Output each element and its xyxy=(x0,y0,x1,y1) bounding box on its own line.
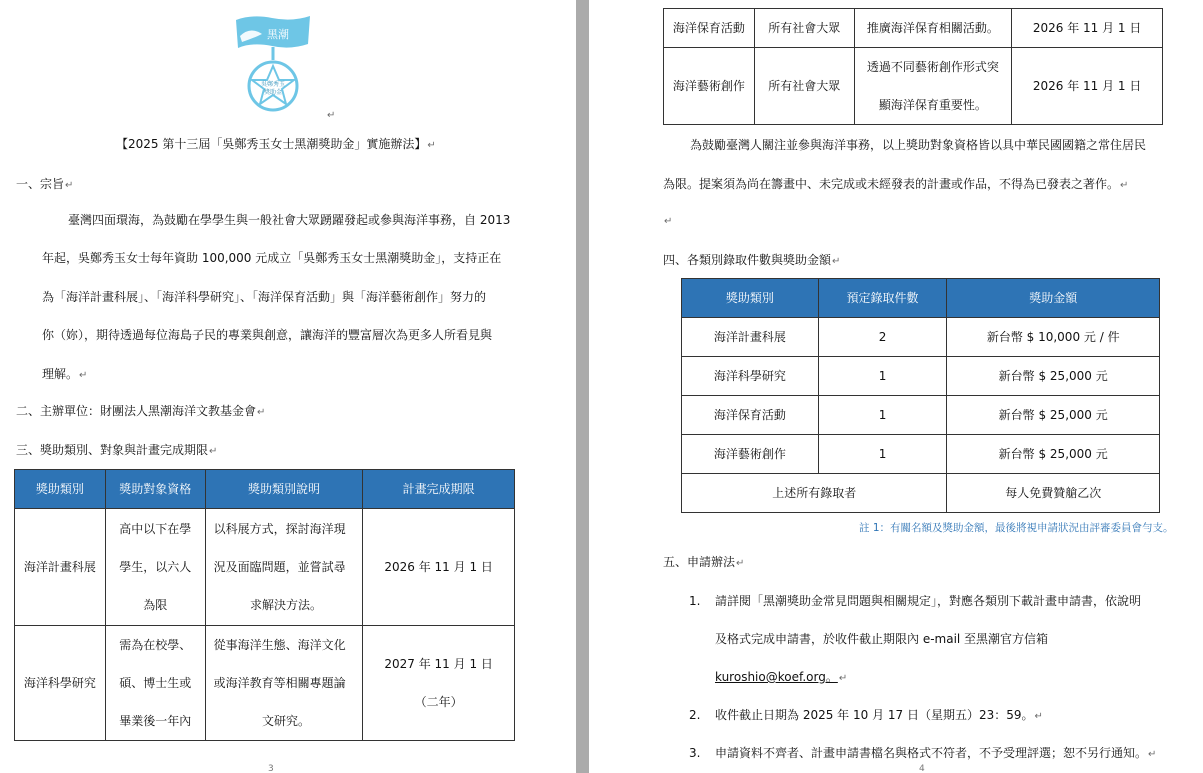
table-row xyxy=(15,509,515,626)
cell-count: 1 xyxy=(818,435,947,474)
cell-count: 1 xyxy=(818,357,947,396)
purpose-line-4: 你（妳），期待透過每位海島子民的專業與創意，讓海洋的豐富層次為更多人所看見與 xyxy=(42,328,493,342)
logo-flag-text: 黑潮 xyxy=(267,28,289,41)
document-page-left xyxy=(0,0,576,773)
page-number-right: 4 xyxy=(919,764,925,773)
section-5-heading: 五、申請辦法↵ xyxy=(663,555,745,569)
section-3-heading: 三、獎助類別、對象與計畫完成期限↵ xyxy=(16,443,218,457)
header-deadline: 計畫完成期限 xyxy=(363,470,515,509)
list-item-number: 1. xyxy=(689,594,701,608)
cell-eligibility: 高中以下在學 學生，以六人 為限 xyxy=(105,509,205,626)
list-item-number: 3. xyxy=(689,746,701,760)
header-count: 預定錄取件數 xyxy=(818,279,947,318)
header-category: 獎助類別 xyxy=(15,470,106,509)
cell-category: 海洋藝術創作 xyxy=(664,48,755,125)
eligibility-table-continued xyxy=(663,8,1163,125)
cell-description: 從事海洋生態、海洋文化 或海洋教育等相關專題論 文研究。 xyxy=(205,626,363,741)
cell-description: 以科展方式，探討海洋現 況及面臨問題，並嘗試尋 求解決方法。 xyxy=(205,509,363,626)
list-item-1-line-2: 及格式完成申請書，於收件截止期限內 e-mail 至黑潮官方信箱 xyxy=(715,632,1049,646)
cell-deadline: 2026 年 11 月 1 日 xyxy=(1012,48,1163,125)
award-table xyxy=(681,278,1160,513)
header-eligibility: 獎助對象資格 xyxy=(105,470,205,509)
cell-category: 海洋科學研究 xyxy=(15,626,106,741)
cell-amount: 新台幣 $ 25,000 元 xyxy=(947,435,1160,474)
cell-eligibility: 所有社會大眾 xyxy=(754,48,854,125)
table-row xyxy=(15,626,515,741)
header-category: 獎助類別 xyxy=(682,279,819,318)
table-row xyxy=(664,9,1163,48)
table-footer-row xyxy=(682,474,1160,513)
cell-all-winners: 上述所有錄取者 xyxy=(682,474,947,513)
cell-description: 推廣海洋保育相關活動。 xyxy=(854,9,1012,48)
logo-medal-text-1: 吳鄭秀玉 xyxy=(260,81,286,88)
list-item-1-line-3: kuroshio@koef.org。↵ xyxy=(715,670,848,684)
logo-medal-text-2: 獎助金 xyxy=(263,89,283,96)
cell-category: 海洋計畫科展 xyxy=(682,318,819,357)
paragraph-mark: ↵ xyxy=(327,110,336,121)
cell-free-voyage: 每人免費贊艙乙次 xyxy=(947,474,1160,513)
purpose-line-5: 理解。↵ xyxy=(42,367,88,381)
table-header-row xyxy=(15,470,515,509)
list-item-2: 收件截止日期為 2025 年 10 月 17 日（星期五）23：59。↵ xyxy=(715,708,1043,722)
cell-eligibility: 需為在校學、 碩、博士生或 畢業後一年內 xyxy=(105,626,205,741)
cell-category: 海洋保育活動 xyxy=(682,396,819,435)
paragraph-mark: ↵ xyxy=(664,216,673,227)
eligibility-table xyxy=(14,469,515,741)
cell-amount: 新台幣 $ 10,000 元 / 件 xyxy=(947,318,1160,357)
section-2-organizer: 二、主辦單位：財團法人黑潮海洋文教基金會↵ xyxy=(16,404,266,418)
table-row xyxy=(682,396,1160,435)
eligibility-paragraph-line-2: 為限。提案須為尚在籌畫中、未完成或未經發表的計畫或作品，不得為已發表之著作。↵ xyxy=(663,177,1129,191)
document-title: 【2025 第十三屆「吳鄭秀玉女士黑潮獎助金」實施辦法】↵ xyxy=(116,137,436,151)
section-4-heading: 四、各類別錄取件數與獎助金額↵ xyxy=(663,253,841,267)
purpose-line-3: 為「海洋計畫科展」、「海洋科學研究」、「海洋保育活動」與「海洋藝術創作」努力的 xyxy=(42,290,487,304)
cell-category: 海洋計畫科展 xyxy=(15,509,106,626)
table-row xyxy=(682,435,1160,474)
purpose-line-1: 臺灣四面環海，為鼓勵在學學生與一般社會大眾踴躍發起或參與海洋事務，自 2013 xyxy=(68,213,511,227)
cell-deadline: 2026 年 11 月 1 日 xyxy=(363,509,515,626)
list-item-1-line-1: 請詳閱「黑潮獎助金常見問題與相關規定」，對應各類別下載計畫申請書，依說明 xyxy=(715,594,1142,608)
cell-count: 1 xyxy=(818,396,947,435)
funding-note: 註 1：有關名額及獎助金額，最後將視申請狀況由評審委員會勻支。 xyxy=(859,522,1174,534)
cell-category: 海洋保育活動 xyxy=(664,9,755,48)
document-page-right xyxy=(589,0,1203,773)
table-row xyxy=(682,318,1160,357)
page-gutter xyxy=(576,0,589,773)
cell-eligibility: 所有社會大眾 xyxy=(754,9,854,48)
section-1-heading: 一、宗旨↵ xyxy=(16,177,74,191)
list-item-number: 2. xyxy=(689,708,701,722)
cell-count: 2 xyxy=(818,318,947,357)
page-number-left: 3 xyxy=(268,764,274,773)
cell-amount: 新台幣 $ 25,000 元 xyxy=(947,396,1160,435)
table-row xyxy=(682,357,1160,396)
cell-category: 海洋藝術創作 xyxy=(682,435,819,474)
cell-description: 透過不同藝術創作形式突 顯海洋保育重要性。 xyxy=(854,48,1012,125)
header-amount: 獎助金額 xyxy=(947,279,1160,318)
list-item-3: 申請資料不齊者、計畫申請書檔名與格式不符者，不予受理評選；恕不另行通知。↵ xyxy=(715,746,1157,760)
cell-amount: 新台幣 $ 25,000 元 xyxy=(947,357,1160,396)
cell-deadline: 2026 年 11 月 1 日 xyxy=(1012,9,1163,48)
email-link: kuroshio@koef.org。 xyxy=(715,670,838,684)
kuroshio-logo xyxy=(232,14,314,114)
header-description: 獎助類別說明 xyxy=(205,470,363,509)
cell-category: 海洋科學研究 xyxy=(682,357,819,396)
cell-deadline: 2027 年 11 月 1 日 （二年） xyxy=(363,626,515,741)
table-row xyxy=(664,48,1163,125)
purpose-line-2: 年起，吳鄭秀玉女士每年資助 100,000 元成立「吳鄭秀玉女士黑潮獎助金」，支持正在 xyxy=(42,251,502,265)
table-header-row xyxy=(682,279,1160,318)
eligibility-paragraph-line-1: 為鼓勵臺灣人關注並參與海洋事務，以上獎助對象資格皆以具中華民國國籍之常住居民 xyxy=(690,138,1147,152)
